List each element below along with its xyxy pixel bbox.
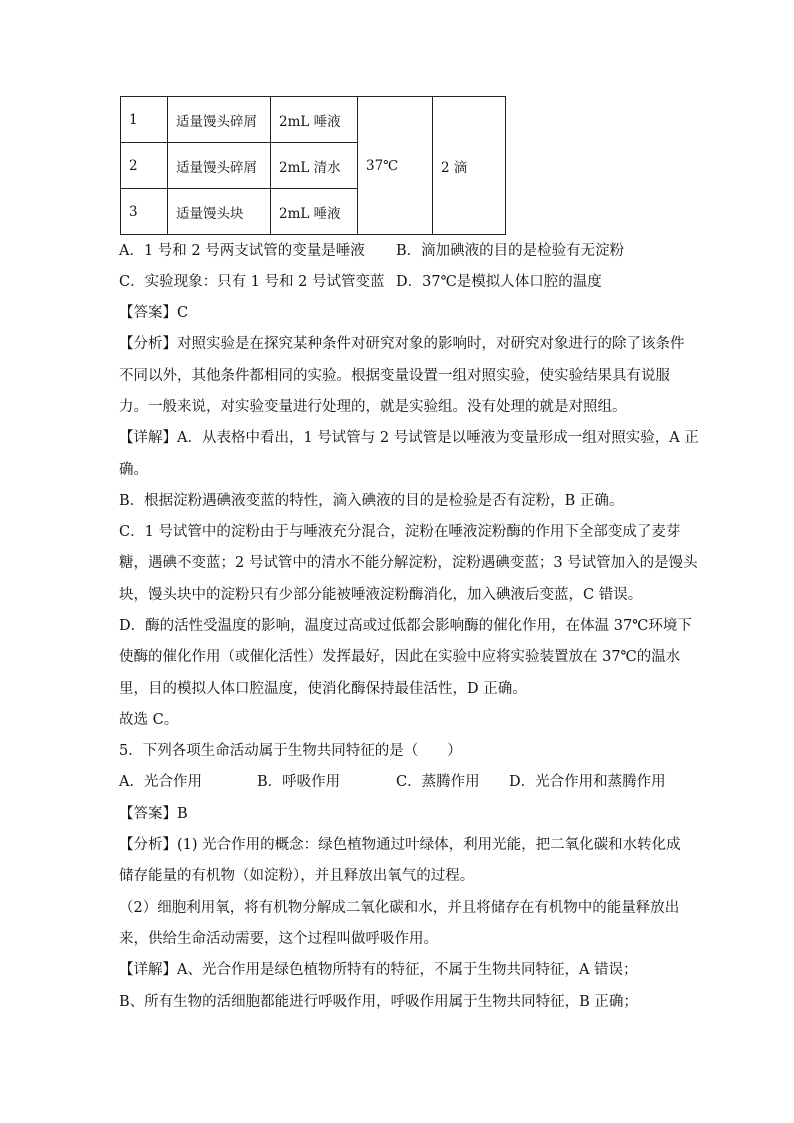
q5-stem: 5．下列各项生命活动属于生物共同特征的是（ ） (119, 743, 462, 759)
q5-option-b: B．呼吸作用 (257, 774, 341, 790)
q4-analysis-line: 【分析】对照实验是在探究某种条件对研究对象的影响时，对研究对象进行的除了该条件 (119, 336, 685, 352)
q4-detail-line: 【详解】A．从表格中看出，1 号试管与 2 号试管是以唾液为变量形成一组对照实验，A 正 (119, 430, 699, 446)
q5-analysis-line: 来，供给生命活动需要，这个过程叫做呼吸作用。 (119, 931, 438, 947)
q5-analysis-line: 储存能量的有机物（如淀粉），并且释放出氧气的过程。 (119, 868, 475, 884)
q5-option-d: D．光合作用和蒸腾作用 (509, 774, 666, 790)
q4-detail-line: B．根据淀粉遇碘液变蓝的特性，滴入碘液的目的是检验是否有淀粉，B 正确。 (119, 493, 624, 509)
q4-option-a: A．1 号和 2 号两支试管的变量是唾液 (119, 243, 365, 259)
q5-detail-line: B、所有生物的活细胞都能进行呼吸作用，呼吸作用属于生物共同特征，B 正确； (119, 994, 638, 1010)
table-cell-no: 1 (121, 97, 168, 143)
table-cell-material: 适量馒头块 (168, 189, 271, 235)
table-cell-material: 适量馒头碎屑 (168, 97, 271, 143)
q4-detail-line: 糖，遇碘不变蓝；2 号试管中的清水不能分解淀粉，淀粉遇碘变蓝；3 号试管加入的是馒头 (119, 555, 698, 571)
q4-analysis-line: 不同以外，其他条件都相同的实验。根据变量设置一组对照实验，使实验结果具有说服 (119, 368, 670, 384)
q4-detail-line: D．酶的活性受温度的影响，温度过高或过低都会影响酶的催化作用，在体温 37℃环境下 (119, 618, 692, 634)
table-cell-liquid: 2mL 唾液 (271, 97, 358, 143)
q5-option-c: C．蒸腾作用 (396, 774, 480, 790)
q4-detail-line: 确。 (119, 462, 148, 478)
table-row (121, 97, 506, 143)
q4-detail-line: C．1 号试管中的淀粉由于与唾液充分混合，淀粉在唾液淀粉酶的作用下全部变成了麦芽 (119, 524, 681, 540)
q4-detail-line: 使酶的催化作用（或催化活性）发挥最好，因此在实验中应将实验装置放在 37℃的温水 (119, 649, 681, 665)
q4-answer: 【答案】C (119, 305, 189, 321)
table-cell-temperature: 37℃ (358, 97, 433, 235)
q5-analysis-line: （2）细胞利用氧，将有机物分解成二氧化碳和水，并且将储存在有机物中的能量释放出 (119, 900, 680, 916)
q4-option-d: D．37℃是模拟人体口腔的温度 (396, 274, 602, 290)
table-cell-liquid: 2mL 唾液 (271, 189, 358, 235)
q4-detail-line: 里，目的模拟人体口腔温度，使消化酶保持最佳活性，D 正确。 (119, 681, 527, 697)
q4-conclusion: 故选 C。 (119, 712, 179, 728)
q5-option-a: A．光合作用 (119, 774, 202, 790)
table-cell-drops: 2 滴 (433, 97, 506, 235)
table-cell-liquid: 2mL 清水 (271, 143, 358, 189)
table-cell-no: 3 (121, 189, 168, 235)
q4-option-c: C．实验现象：只有 1 号和 2 号试管变蓝 (119, 274, 385, 290)
q4-analysis-line: 力。一般来说，对实验变量进行处理的，就是实验组。没有处理的就是对照组。 (119, 399, 627, 415)
q4-option-b: B．滴加碘液的目的是检验有无淀粉 (396, 243, 625, 259)
q4-detail-line: 块，馒头块中的淀粉只有少部分能被唾液淀粉酶消化，加入碘液后变蓝，C 错误。 (119, 587, 643, 603)
experiment-table (120, 96, 506, 235)
q5-answer: 【答案】B (119, 806, 188, 822)
q5-analysis-line: 【分析】(1) 光合作用的概念：绿色植物通过叶绿体，利用光能，把二氧化碳和水转化成 (119, 837, 681, 853)
table-cell-material: 适量馒头碎屑 (168, 143, 271, 189)
q5-detail-line: 【详解】A、光合作用是绿色植物所特有的特征，不属于生物共同特征，A 错误； (119, 962, 638, 978)
table-cell-no: 2 (121, 143, 168, 189)
